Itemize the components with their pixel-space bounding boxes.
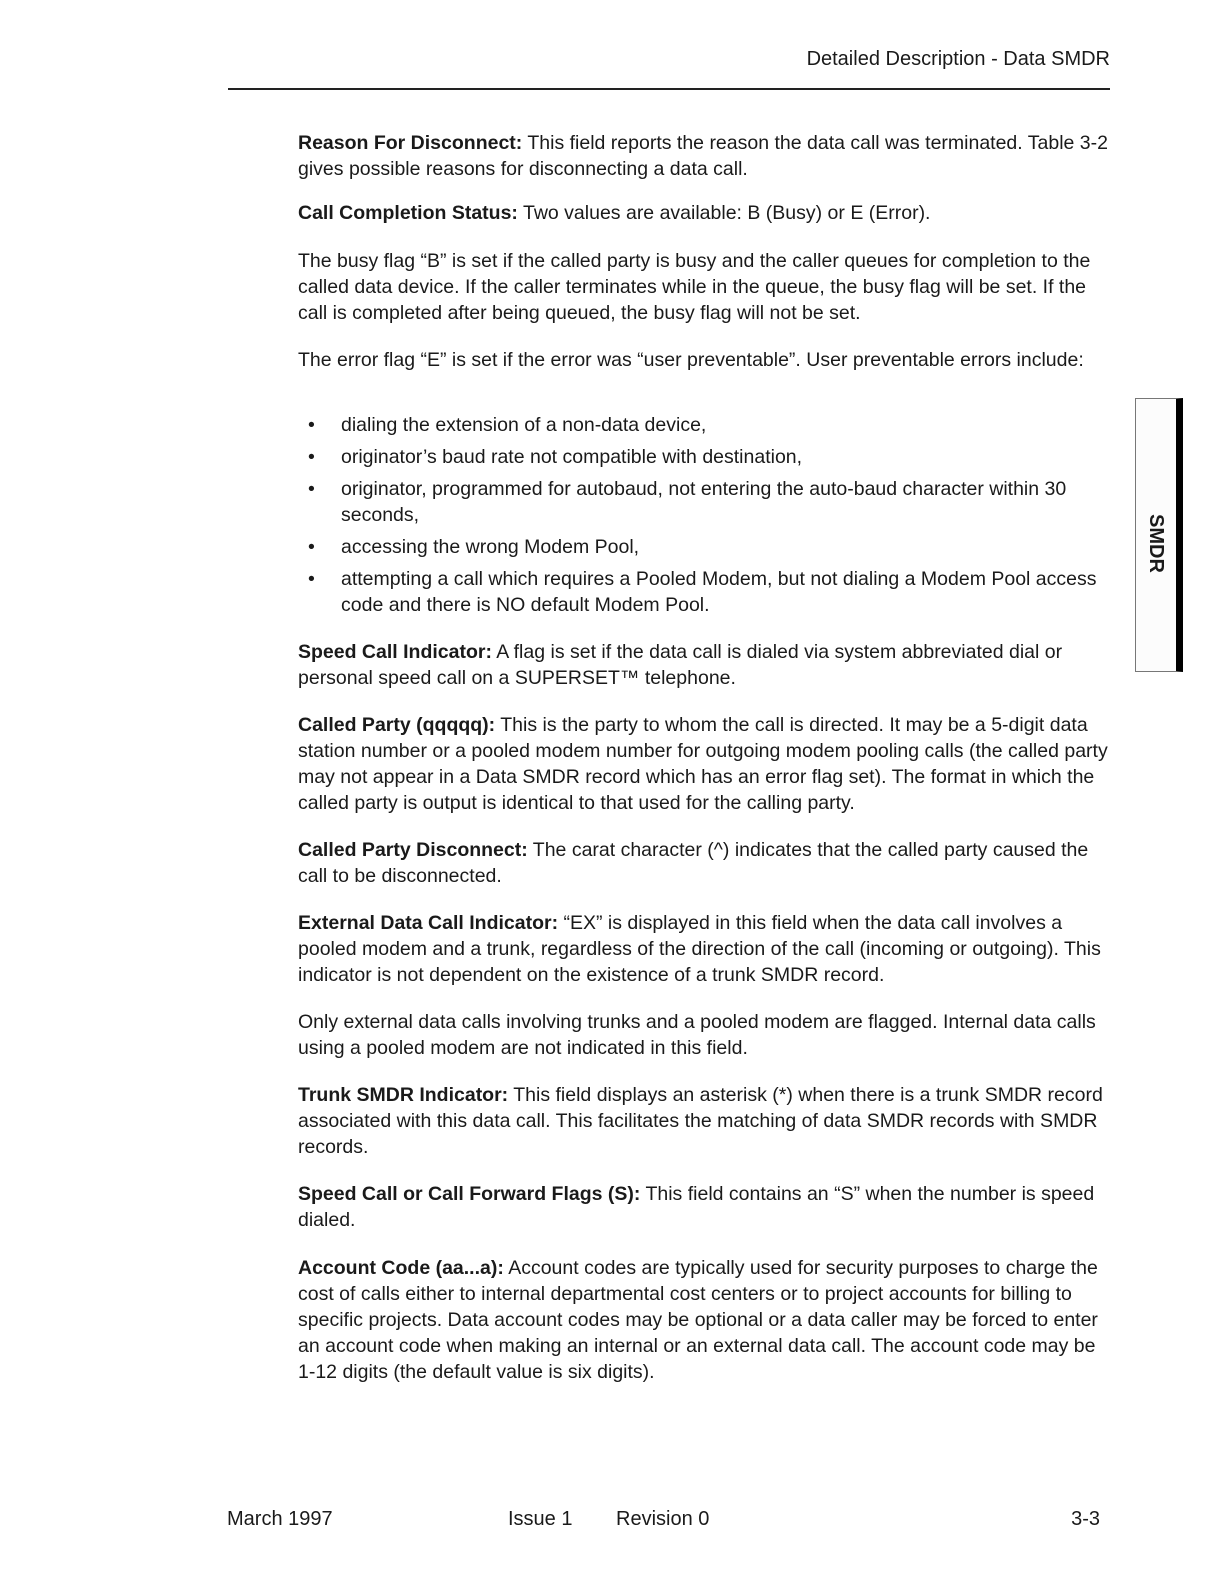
term-label: Account Code (aa...a): <box>298 1257 504 1279</box>
paragraph-error-flag <box>298 347 1110 373</box>
running-header: Detailed Description - Data SMDR <box>806 48 1110 70</box>
paragraph-external-flagged <box>298 1009 1110 1061</box>
paragraph-called-party <box>298 712 1110 816</box>
term-label: Reason For Disconnect: <box>298 132 523 154</box>
paragraph-text: “EX” is displayed in this field when the data call involves a pooled modem and a trunk, regardless of the direction of the call (incoming or outgoing). This indicator is not dependent on the existence of a trunk SMDR record. <box>298 912 1101 986</box>
footer-issue: Issue 1 <box>508 1508 573 1530</box>
term-label: Trunk SMDR Indicator: <box>298 1084 509 1106</box>
paragraph-text: This is the party to whom the call is directed. It may be a 5-digit data station number or a pooled modem number for outgoing modem pooling calls (the called party may not appear in a Data SMDR record which has an error flag set). The format in which the called party is output is identical to that used for the calling party. <box>298 714 1108 814</box>
paragraph-text: Only external data calls involving trunks and a pooled modem are flagged. Internal data calls using a pooled modem are not indicated in this field. <box>298 1011 1096 1059</box>
header-rule <box>228 88 1110 90</box>
section-tab <box>1135 398 1183 672</box>
footer-date: March 1997 <box>227 1508 333 1530</box>
paragraph-busy-flag <box>298 248 1110 326</box>
paragraph-speed-call-flags <box>298 1181 1110 1233</box>
paragraph-text: This field reports the reason the data call was terminated. Table 3-2 gives possible reasons for disconnecting a data call. <box>298 132 1108 180</box>
list-item: • attempting a call which requires a Pooled Modem, but not dialing a Modem Pool access code and there is NO default Modem Pool. <box>298 566 1110 618</box>
term-label: External Data Call Indicator: <box>298 912 559 934</box>
paragraph-account-code <box>298 1255 1110 1385</box>
term-label: Called Party (qqqqq): <box>298 714 496 736</box>
paragraph-text: This field contains an “S” when the number is speed dialed. <box>298 1183 1095 1231</box>
list-item: • originator, programmed for autobaud, not entering the auto-baud character within 30 seconds, <box>298 476 1110 528</box>
list-item: • originator’s baud rate not compatible with destination, <box>298 444 1110 470</box>
paragraph-text: The carat character (^) indicates that the called party caused the call to be disconnected. <box>298 839 1089 887</box>
paragraph-trunk-smdr-indicator <box>298 1082 1110 1160</box>
paragraph-text: A flag is set if the data call is dialed via system abbreviated dial or personal speed call on a SUPERSET™ telephone. <box>298 641 1063 689</box>
term-label: Called Party Disconnect: <box>298 839 528 861</box>
term-label: Speed Call or Call Forward Flags (S): <box>298 1183 641 1205</box>
paragraph-reason-for-disconnect <box>298 130 1110 182</box>
term-label: Speed Call Indicator: <box>298 641 492 663</box>
paragraph-called-party-disconnect <box>298 837 1110 889</box>
paragraph-external-data-call <box>298 910 1110 988</box>
paragraph-text: This field displays an asterisk (*) when there is a trunk SMDR record associated with this data call. This facilitates the matching of data SMDR records with SMDR records. <box>298 1084 1103 1158</box>
page-number: 3-3 <box>1071 1508 1100 1530</box>
paragraph-speed-call-indicator <box>298 639 1110 691</box>
section-tab-label: SMDR <box>1145 514 1167 573</box>
paragraph-call-completion-status <box>298 200 1110 226</box>
error-list <box>298 412 1110 624</box>
paragraph-text: Two values are available: B (Busy) or E (Error). <box>517 202 931 224</box>
footer-revision: Revision 0 <box>616 1508 710 1530</box>
list-item: • dialing the extension of a non-data device, <box>298 412 1110 438</box>
paragraph-text: The error flag “E” is set if the error was “user preventable”. User preventable errors include: <box>298 349 1084 371</box>
paragraph-text: The busy flag “B” is set if the called party is busy and the caller queues for completion to the called data device. If the caller terminates while in the queue, the busy flag will be set. If the call is completed after being queued, the busy flag will not be set. <box>298 250 1091 324</box>
paragraph-text: Account codes are typically used for security purposes to charge the cost of calls either to internal departmental cost centers or to project accounts for billing to specific projects. Data account codes may be optional or a data caller may be forced to enter an account code when making an internal or an external data call. The account code may be 1-12 digits (the default value is six digits). <box>298 1257 1098 1383</box>
list-item: • accessing the wrong Modem Pool, <box>298 534 1110 560</box>
term-label: Call Completion Status: <box>298 202 518 224</box>
